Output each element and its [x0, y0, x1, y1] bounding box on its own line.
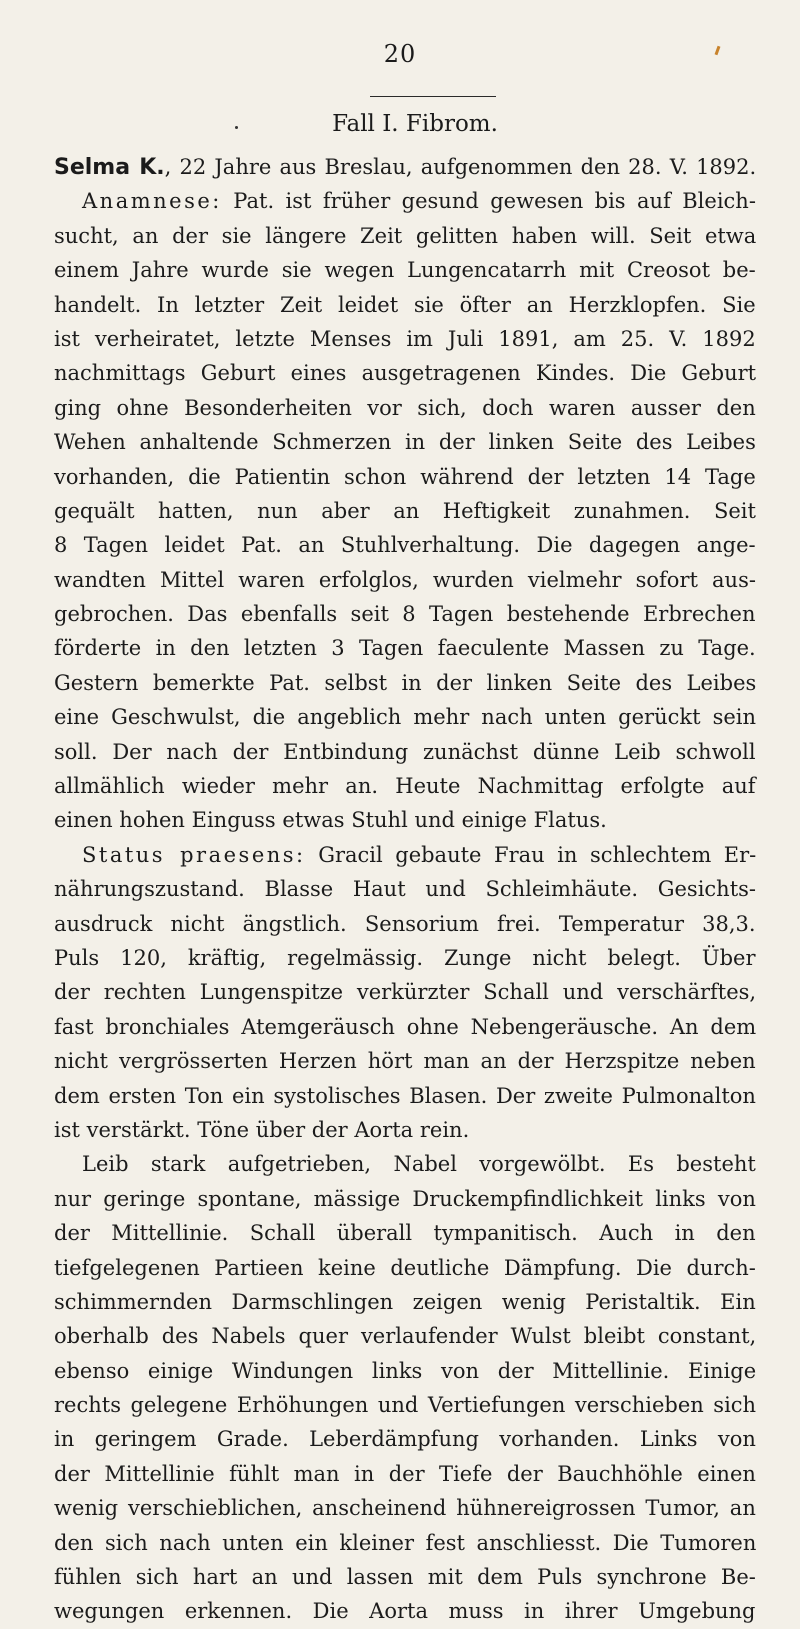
text-line: den sich nach unten ein kleiner fest anschliesst. Die Tumoren: [54, 1530, 757, 1555]
text-line: wenig verschieblichen, anscheinend hühnereigrossen Tumor, an: [54, 1496, 756, 1521]
case-title: Fall I. Fibrom.: [332, 111, 498, 137]
text-line: dem ersten Ton ein systolisches Blasen. Der zweite Pulmonalton: [54, 1083, 756, 1108]
text-line: tiefgelegenen Partieen keine deutliche Dämpfung. Die durch-: [54, 1255, 756, 1280]
text-line: eine Geschwulst, die angeblich mehr nach unten gerückt sein: [54, 705, 757, 730]
text-line: oberhalb des Nabels quer verlaufender Wulst bleibt constant,: [54, 1324, 757, 1349]
header-rule: [370, 96, 496, 97]
text-line: schimmernden Darmschlingen zeigen wenig Peristaltik. Ein: [54, 1289, 756, 1314]
text-line: allmählich wieder mehr an. Heute Nachmittag erfolgte auf: [54, 774, 756, 799]
page-number: 20: [383, 40, 417, 68]
body-text: [54, 150, 756, 1629]
text-line: gequält hatten, nun aber an Heftigkeit zunahmen. Seit: [54, 498, 756, 523]
text-line: Anamnese: Pat. ist früher gesund gewesen bis auf Bleich-: [54, 184, 756, 218]
text-line: wegungen erkennen. Die Aorta muss in ihrer Umgebung: [54, 1599, 756, 1624]
text-line: fast bronchiales Atemgeräusch ohne Nebengeräusche. An dem: [54, 1014, 757, 1039]
text-line: fühlen sich hart an und lassen mit dem Puls synchrone Be-: [54, 1565, 756, 1590]
text-line: nachmittags Geburt eines ausgetragenen Kindes. Die Geburt: [54, 361, 757, 386]
text-line: sucht, an der sie längere Zeit gelitten haben will. Seit etwa: [54, 223, 757, 248]
text-line: handelt. In letzter Zeit leidet sie öfter an Herzklopfen. Sie: [54, 292, 756, 317]
text-line: in geringem Grade. Leberdämpfung vorhanden. Links von: [54, 1427, 756, 1452]
text-line: ist verstärkt. Töne über der Aorta rein.: [54, 1117, 470, 1142]
text-line: einen hohen Einguss etwas Stuhl und einige Flatus.: [54, 808, 607, 833]
status-label: Status praesens:: [82, 842, 306, 867]
patient-name: Selma K.: [54, 155, 165, 180]
text-line: Wehen anhaltende Schmerzen in der linken Seite des Leibes: [54, 430, 756, 455]
text-line: Puls 120, kräftig, regelmässig. Zunge nicht belegt. Über: [54, 945, 756, 970]
text-line: [54, 150, 756, 184]
text-line: ausdruck nicht ängstlich. Sensorium frei. Temperatur 38,3.: [54, 911, 756, 936]
text-line: nährungszustand. Blasse Haut und Schleimhäute. Gesichts-: [54, 877, 757, 902]
text-line: gebrochen. Das ebenfalls seit 8 Tagen bestehende Erbrechen: [54, 602, 756, 627]
text-line: der Mittellinie. Schall überall tympanitisch. Auch in den: [54, 1221, 756, 1246]
anamnese-label: Anamnese:: [82, 189, 222, 214]
text-line: förderte in den letzten 3 Tagen faeculente Massen zu Tage.: [54, 636, 756, 661]
text-line: ebenso einige Windungen links von der Mittellinie. Einige: [54, 1358, 757, 1383]
text-line: vorhanden, die Patientin schon während der letzten 14 Tage: [54, 464, 756, 489]
text-line: rechts gelegene Erhöhungen und Vertiefungen verschieben sich: [54, 1393, 757, 1418]
text-line: der Mittellinie fühlt man in der Tiefe der Bauchhöhle einen: [54, 1461, 756, 1486]
text-line: einem Jahre wurde sie wegen Lungencatarrh mit Creosot be-: [54, 258, 756, 283]
text-line: wandten Mittel waren erfolglos, wurden vielmehr sofort aus-: [54, 567, 756, 592]
patient-intro: , 22 Jahre aus Breslau, aufgenommen den 28. V. 1892.: [164, 155, 757, 179]
text-line: Gestern bemerkte Pat. selbst in der linken Seite des Leibes: [54, 670, 757, 695]
text-line: der rechten Lungenspitze verkürzter Schall und verschärftes,: [54, 980, 757, 1005]
text-line: Leib stark aufgetrieben, Nabel vorgewölbt. Es besteht: [82, 1152, 756, 1177]
text-line: nicht vergrösserten Herzen hört man an der Herzspitze neben: [54, 1049, 756, 1074]
text-line: 8 Tagen leidet Pat. an Stuhlverhaltung. Die dagegen ange-: [54, 533, 756, 558]
text-line: soll. Der nach der Entbindung zunächst dünne Leib schwoll: [54, 739, 756, 764]
text-line: ging ohne Besonderheiten vor sich, doch waren ausser den: [54, 395, 756, 420]
text-line: ist verheiratet, letzte Menses im Juli 1891, am 25. V. 1892: [54, 326, 756, 351]
text-line: Status praesens: Gracil gebaute Frau in schlechtem Er-: [54, 838, 756, 872]
text-line: nur geringe spontane, mässige Druckempfindlichkeit links von: [54, 1186, 756, 1211]
